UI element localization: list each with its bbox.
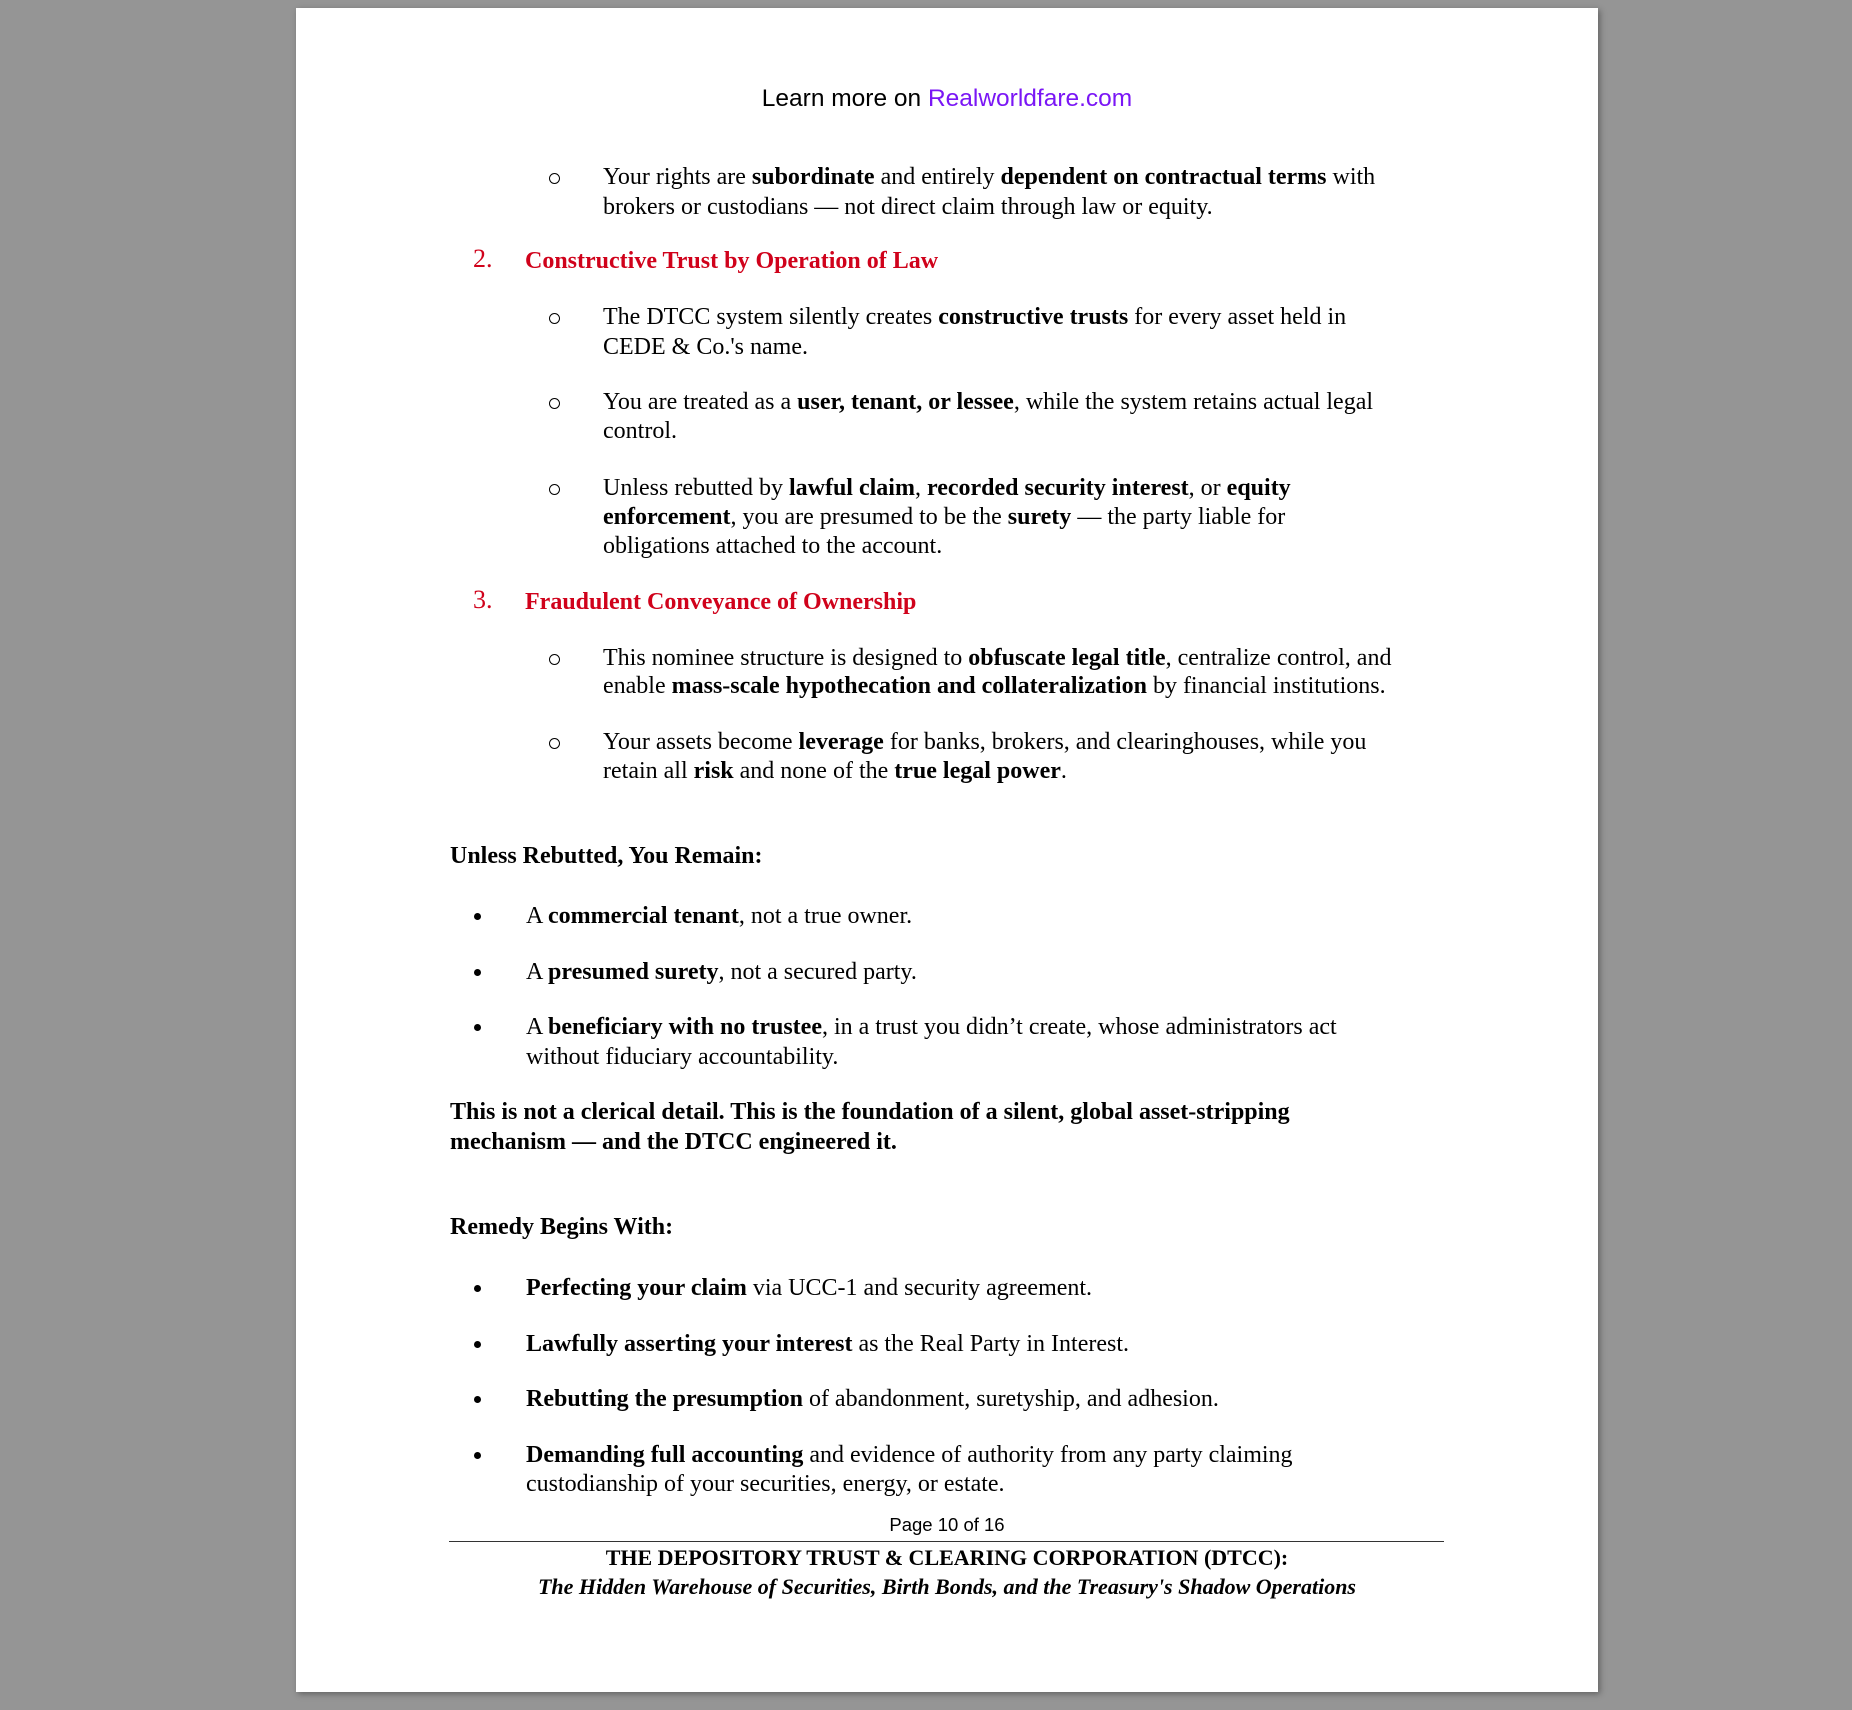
body-text: This nominee structure is designed to xyxy=(603,645,969,671)
body-text: The DTCC system silently creates xyxy=(603,304,939,330)
item-line xyxy=(526,957,917,987)
body-text: , not a secured party. xyxy=(718,959,917,985)
emphasis-text: subordinate xyxy=(751,164,875,190)
bullet-icon xyxy=(474,969,481,976)
body-text: for every asset held in xyxy=(1128,304,1347,330)
section-number: 3. xyxy=(473,585,493,614)
body-text: obligations attached to the account. xyxy=(603,533,943,559)
body-text: — the party liable for xyxy=(1071,504,1286,530)
realworldfare-link[interactable]: Realworldfare.com xyxy=(927,85,1133,112)
footer-subtitle: The Hidden Warehouse of Securities, Birth Bonds, and the Treasury's Shadow Operations xyxy=(537,1574,1356,1599)
bullet-icon xyxy=(474,1452,481,1459)
circle-bullet-icon xyxy=(549,654,560,665)
emphasis-text: surety xyxy=(1007,504,1072,530)
bullet-icon xyxy=(474,913,481,920)
body-text: , xyxy=(914,475,927,501)
statement-line: mechanism — and the DTCC engineered it. xyxy=(450,1129,897,1155)
body-text: custodianship of your securities, energy, or estate. xyxy=(526,1471,1005,1497)
body-text: , or xyxy=(1188,475,1227,501)
body-text: . xyxy=(1060,758,1067,784)
body-text: A xyxy=(526,1014,549,1040)
emphasis-text: mass-scale hypothecation and collateralization xyxy=(671,673,1147,699)
item-line xyxy=(603,643,1391,673)
bullet-icon xyxy=(474,1285,481,1292)
item-line xyxy=(603,531,942,561)
emphasis-text: Rebutting the presumption xyxy=(526,1386,803,1412)
body-text: by financial institutions. xyxy=(1146,673,1386,699)
body-text: CEDE & Co.'s name. xyxy=(603,334,808,360)
body-text: , while the system retains actual legal xyxy=(1013,389,1374,415)
item-line xyxy=(603,727,1366,757)
item-line xyxy=(603,192,1213,222)
section-title: Fraudulent Conveyance of Ownership xyxy=(525,589,917,615)
item-line xyxy=(603,671,1386,701)
item-line xyxy=(526,1273,1092,1303)
emphasis-text: true legal power xyxy=(894,758,1061,784)
promo-banner xyxy=(296,84,1598,114)
body-text: Unless rebutted by xyxy=(603,475,789,501)
body-text: , not a true owner. xyxy=(738,903,913,929)
item-line xyxy=(603,387,1373,417)
section-heading xyxy=(473,244,493,274)
emphasis-text: obfuscate legal title xyxy=(968,645,1166,671)
remain-heading: Unless Rebutted, You Remain: xyxy=(450,843,763,869)
emphasis-text: user, tenant, or lessee xyxy=(797,389,1014,415)
footer-divider xyxy=(449,1541,1444,1542)
body-text: and evidence of authority from any party claiming xyxy=(803,1442,1293,1468)
bullet-icon xyxy=(474,1396,481,1403)
body-text: A xyxy=(526,903,549,929)
statement-line: This is not a clerical detail. This is the foundation of a silent, global asset-stripping xyxy=(450,1099,1290,1125)
item-line xyxy=(526,1012,1337,1042)
section-number: 2. xyxy=(473,244,493,273)
banner-prefix: Learn more on xyxy=(761,85,928,112)
body-text: , you are presumed to be the xyxy=(730,504,1008,530)
emphasis-text: commercial tenant xyxy=(548,903,739,929)
emphasis-text: recorded security interest xyxy=(926,475,1189,501)
circle-bullet-icon xyxy=(549,484,560,495)
item-line xyxy=(526,1042,838,1072)
bullet-icon xyxy=(474,1341,481,1348)
emphasis-text: dependent on contractual terms xyxy=(1000,164,1327,190)
emphasis-text: lawful claim xyxy=(788,475,915,501)
item-line xyxy=(603,756,1067,786)
body-text: for banks, brokers, and clearinghouses, while you xyxy=(883,729,1367,755)
emphasis-text: equity xyxy=(1226,475,1291,501)
emphasis-text: Demanding full accounting xyxy=(526,1442,804,1468)
emphasis-text: constructive trusts xyxy=(938,304,1129,330)
item-line xyxy=(526,1440,1293,1470)
remedy-heading: Remedy Begins With: xyxy=(450,1214,674,1240)
body-text: enable xyxy=(603,673,672,699)
emphasis-text: Perfecting your claim xyxy=(526,1275,747,1301)
body-text: via UCC-1 and security agreement. xyxy=(746,1275,1093,1301)
item-line xyxy=(526,1384,1219,1414)
circle-bullet-icon xyxy=(549,173,560,184)
emphasis-text: Lawfully asserting your interest xyxy=(526,1331,853,1357)
item-line xyxy=(603,502,1285,532)
body-text: control. xyxy=(603,418,677,444)
item-line xyxy=(526,901,912,931)
emphasis-text: leverage xyxy=(798,729,884,755)
emphasis-text: presumed surety xyxy=(548,959,719,985)
item-line xyxy=(526,1329,1129,1359)
emphasis-text: beneficiary with no trustee xyxy=(548,1014,822,1040)
body-text: and entirely xyxy=(874,164,1001,190)
body-text: You are treated as a xyxy=(603,389,798,415)
body-text: retain all xyxy=(603,758,694,784)
body-text: of abandonment, suretyship, and adhesion. xyxy=(802,1386,1219,1412)
emphasis-text: risk xyxy=(693,758,734,784)
item-line xyxy=(603,302,1346,332)
document-page xyxy=(296,8,1598,1692)
section-heading xyxy=(473,585,493,615)
body-text: without fiduciary accountability. xyxy=(526,1044,839,1070)
circle-bullet-icon xyxy=(549,398,560,409)
circle-bullet-icon xyxy=(549,738,560,749)
footer-title: THE DEPOSITORY TRUST & CLEARING CORPORATION (DTCC): xyxy=(605,1545,1289,1570)
emphasis-text: enforcement xyxy=(603,504,731,530)
circle-bullet-icon xyxy=(549,313,560,324)
item-line xyxy=(526,1469,1005,1499)
item-line xyxy=(603,416,677,446)
body-text: and none of the xyxy=(733,758,895,784)
item-line xyxy=(603,332,808,362)
body-text: Your rights are xyxy=(603,164,752,190)
section-title: Constructive Trust by Operation of Law xyxy=(525,248,939,274)
body-text: , in a trust you didn’t create, whose administrators act xyxy=(821,1014,1337,1040)
item-line xyxy=(603,162,1375,192)
body-text: as the Real Party in Interest. xyxy=(852,1331,1130,1357)
body-text: A xyxy=(526,959,549,985)
body-text: brokers or custodians — not direct claim through law or equity. xyxy=(603,194,1213,220)
body-text: with xyxy=(1326,164,1376,190)
body-text: , centralize control, and xyxy=(1165,645,1392,671)
page-number: Page 10 of 16 xyxy=(889,1514,1005,1535)
body-text: Your assets become xyxy=(603,729,799,755)
bullet-icon xyxy=(474,1024,481,1031)
item-line xyxy=(603,473,1291,503)
